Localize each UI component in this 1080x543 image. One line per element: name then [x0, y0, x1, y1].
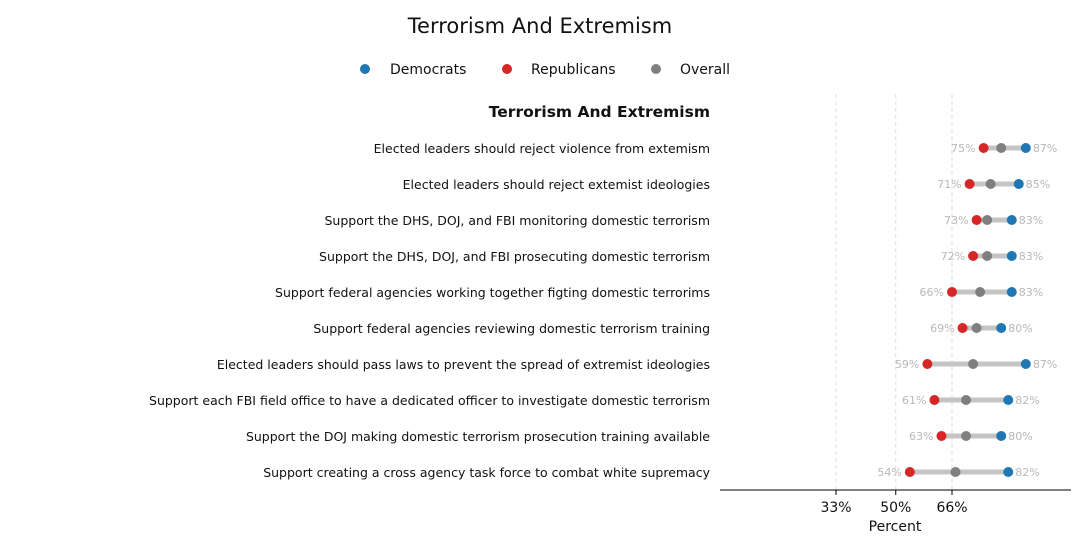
democrats-point	[1007, 251, 1017, 261]
democrats-point	[1014, 179, 1024, 189]
democrats-value-label: 82%	[1015, 466, 1040, 479]
democrats-point	[996, 323, 1006, 333]
republicans-point	[905, 467, 915, 477]
data-points	[905, 143, 1031, 477]
democrats-point	[1007, 287, 1017, 297]
republicans-point	[922, 359, 932, 369]
legend-republicans-label: Republicans	[531, 62, 616, 78]
democrats-value-label: 80%	[1008, 430, 1033, 443]
republicans-point	[947, 287, 957, 297]
republicans-value-label: 63%	[909, 430, 934, 443]
overall-point	[951, 467, 961, 477]
x-axis-ticks	[820, 490, 967, 516]
republicans-value-label: 69%	[930, 322, 955, 335]
democrats-value-label: 87%	[1032, 142, 1058, 155]
legend-republicans-marker	[502, 64, 512, 74]
republicans-value-label: 72%	[940, 250, 966, 263]
x-tick-label: 50%	[880, 500, 912, 516]
democrats-point	[1003, 467, 1013, 477]
row-label: Support creating a cross agency task force to combat white supremacy	[263, 465, 710, 480]
row-label: Support each FBI field office to have a dedicated officer to investigate domestic terrorism	[149, 393, 710, 408]
section-title: Terrorism And Extremism	[488, 103, 710, 121]
x-tick-label: 33%	[820, 500, 852, 516]
row-label: Elected leaders should reject violence from extemism	[373, 141, 710, 156]
overall-point	[961, 395, 971, 405]
legend-democrats-marker	[360, 64, 370, 74]
row-labels	[149, 141, 711, 480]
democrats-point	[1021, 143, 1031, 153]
overall-point	[972, 323, 982, 333]
overall-point	[996, 143, 1006, 153]
row-label: Support federal agencies working together figting domestic terrorims	[275, 285, 710, 300]
democrats-point	[1003, 395, 1013, 405]
republicans-point	[972, 215, 982, 225]
republicans-value-label: 54%	[877, 466, 902, 479]
overall-point	[986, 179, 996, 189]
democrats-value-label: 85%	[1025, 178, 1051, 191]
democrats-value-label: 82%	[1015, 394, 1040, 407]
republicans-value-label: 59%	[894, 358, 920, 371]
republicans-point	[968, 251, 978, 261]
republicans-value-label: 71%	[937, 178, 962, 191]
row-label: Support the DOJ making domestic terrorism prosecution training available	[245, 429, 710, 444]
democrats-value-label: 83%	[1018, 250, 1044, 263]
value-labels	[877, 142, 1057, 479]
row-label: Elected leaders should reject extemist ideologies	[402, 177, 710, 192]
overall-point	[961, 431, 971, 441]
chart-title: Terrorism And Extremism	[407, 14, 673, 38]
x-tick-label: 66%	[936, 500, 968, 516]
republicans-point	[958, 323, 968, 333]
legend-overall-marker	[651, 64, 661, 74]
legend-overall-label: Overall	[680, 62, 731, 78]
democrats-point	[1021, 359, 1031, 369]
row-label: Support federal agencies reviewing domestic terrorism training	[313, 321, 710, 336]
legend-democrats-label: Democrats	[390, 62, 467, 78]
x-axis-title: Percent	[868, 519, 922, 535]
republicans-point	[936, 431, 946, 441]
democrats-point	[996, 431, 1006, 441]
republicans-value-label: 61%	[901, 394, 927, 407]
republicans-point	[965, 179, 975, 189]
republicans-value-label: 66%	[919, 286, 944, 299]
row-label: Support the DHS, DOJ, and FBI prosecuting domestic terrorism	[319, 249, 710, 264]
republicans-value-label: 73%	[944, 214, 969, 227]
democrats-value-label: 87%	[1032, 358, 1058, 371]
overall-point	[982, 251, 992, 261]
overall-point	[968, 359, 978, 369]
dumbbell-bars	[910, 148, 1026, 472]
row-label: Support the DHS, DOJ, and FBI monitoring domestic terrorism	[324, 213, 710, 228]
republicans-value-label: 75%	[951, 142, 976, 155]
republicans-point	[979, 143, 989, 153]
democrats-point	[1007, 215, 1017, 225]
democrats-value-label: 83%	[1018, 286, 1044, 299]
overall-point	[982, 215, 992, 225]
overall-point	[975, 287, 985, 297]
democrats-value-label: 83%	[1018, 214, 1044, 227]
republicans-point	[929, 395, 939, 405]
row-label: Elected leaders should pass laws to prevent the spread of extremist ideologies	[216, 357, 710, 372]
legend	[360, 62, 730, 78]
democrats-value-label: 80%	[1008, 322, 1033, 335]
